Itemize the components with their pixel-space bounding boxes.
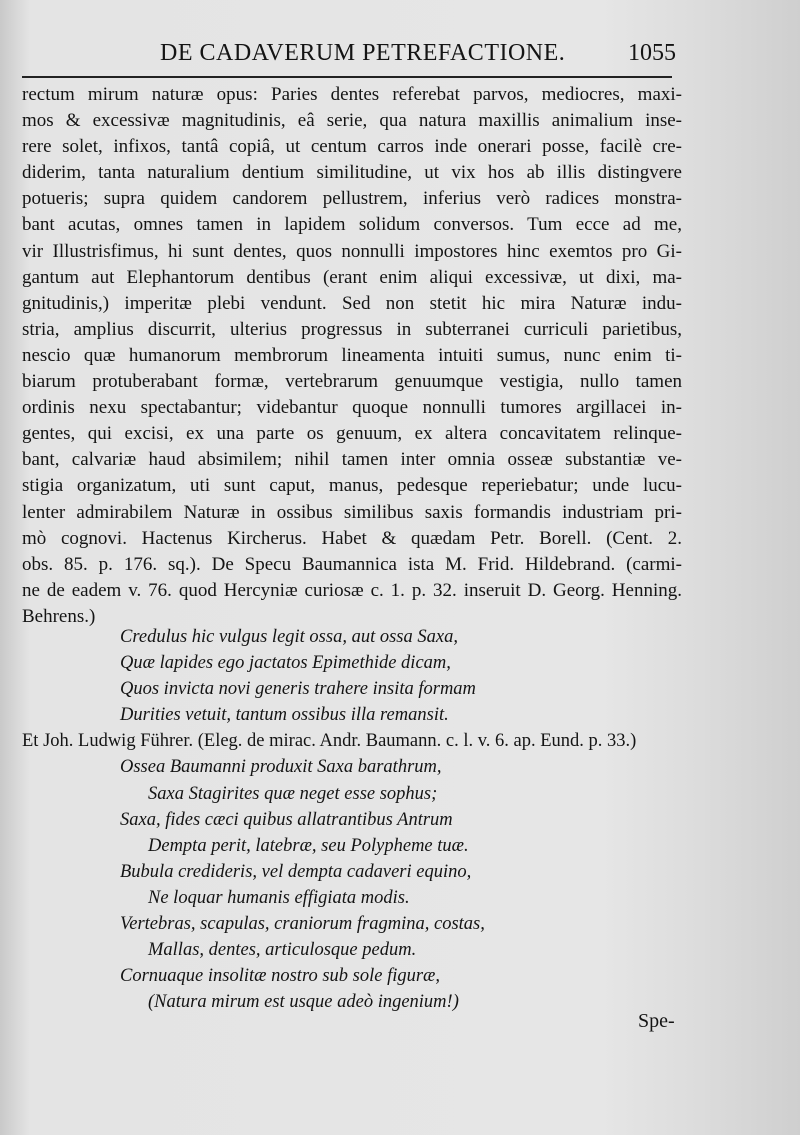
verse-line: Mallas, dentes, articulosque pedum. [148, 940, 417, 961]
prose-line: gentes, qui excisi, ex una parte os genuum, ex altera concavitatem relinque- [22, 423, 682, 445]
prose-line: potueris; supra quidem candorem pellustrem, inferius verò radices monstra- [22, 188, 682, 210]
prose-line: mos & excessivæ magnitudinis, eâ serie, qua natura maxillis animalium inse- [22, 110, 682, 132]
prose-line: bant, calvariæ haud absimilem; nihil tamen inter omnia osseæ substantiæ ve- [22, 449, 682, 471]
verse-line: Dempta perit, latebræ, seu Polypheme tuæ. [148, 835, 469, 856]
prose-line: ne de eadem v. 76. quod Hercyniæ curiosæ c. 1. p. 32. inseruit D. Georg. Henning. [22, 579, 682, 601]
prose-line: biarum protuberabant formæ, vertebrarum genuumque vestigia, nullo tamen [22, 371, 682, 393]
prose-line: ordinis nexu spectabantur; videbantur quoque nonnulli tumores argillacei in- [22, 397, 682, 419]
page-number: 1055 [628, 40, 676, 66]
verse-line: Quos invicta novi generis trahere insita formam [120, 679, 476, 700]
prose-line: stria, amplius discurrit, ulterius progressus in subterranei curriculi parietibus, [22, 318, 682, 340]
verse-line: Cornuaque insolitæ nostro sub sole figuræ, [120, 966, 441, 987]
prose-line: bant acutas, omnes tamen in lapidem solidum conversos. Tum ecce ad me, [22, 214, 682, 236]
verse-line: Saxa, fides cæci quibus allatrantibus Antrum [120, 809, 453, 830]
verse-line: Saxa Stagirites quæ neget esse sophus; [148, 783, 438, 804]
citation-line: Et Joh. Ludwig Führer. (Eleg. de mirac. Andr. Baumann. c. l. v. 6. ap. Eund. p. 33.) [22, 731, 637, 752]
verse-line: Ossea Baumanni produxit Saxa barathrum, [120, 757, 442, 778]
prose-line: obs. 85. p. 176. sq.). De Specu Baumannica ista M. Frid. Hildebrand. (carmi- [22, 553, 682, 575]
running-title: DE CADAVERUM PETREFACTIONE. [160, 40, 566, 66]
verse-line: Bubula credideris, vel dempta cadaveri equino, [120, 861, 472, 882]
prose-block [22, 82, 682, 630]
catchword: Spe- [638, 1010, 675, 1032]
prose-line: Behrens.) [22, 605, 96, 627]
prose-line: diderim, tanta naturalium dentium similitudine, ut vix hos ab illis distingvere [22, 162, 682, 184]
verse-line: (Natura mirum est usque adeò ingenium!) [148, 992, 459, 1013]
prose-line: rectum mirum naturæ opus: Paries dentes referebat parvos, mediocres, maxi- [22, 84, 682, 105]
prose-line: gnitudinis,) imperitæ plebi vendunt. Sed non stetit hic mira Naturæ indu- [22, 292, 682, 314]
verse-line: Ne loquar humanis effigiata modis. [148, 887, 410, 908]
prose-line: nescio quæ humanorum membrorum lineamenta intuiti sumus, nunc enim ti- [22, 344, 682, 366]
prose-line: gantum aut Elephantorum dentibus (erant enim aliqui excessivæ, ut dixi, ma- [22, 266, 682, 288]
verse-line: Vertebras, scapulas, craniorum fragmina, costas, [120, 914, 485, 935]
header-rule [22, 76, 672, 78]
prose-line: stigia organizatum, uti sunt caput, manus, pedesque reperiebatur; unde lucu- [22, 475, 682, 497]
verse-block [22, 624, 702, 1015]
verse-line: Quæ lapides ego jactatos Epimethide dicam, [120, 653, 451, 674]
prose-line: mò cognovi. Hactenus Kircherus. Habet & quædam Petr. Borell. (Cent. 2. [22, 527, 682, 549]
prose-line: rere solet, infixos, tantâ copiâ, ut centum carros inde onerari posse, facilè cre- [22, 136, 682, 158]
verse-line: Credulus hic vulgus legit ossa, aut ossa Saxa, [120, 627, 458, 647]
prose-line: lenter admirabilem Naturæ in ossibus similibus saxis formandis industriam pri- [22, 501, 682, 523]
prose-line: vir Illustrisfimus, hi sunt dentes, quos nonnulli impostores hinc exemtos pro Gi- [22, 240, 682, 262]
verse-line: Durities vetuit, tantum ossibus illa remansit. [120, 705, 449, 726]
running-header [0, 40, 800, 74]
